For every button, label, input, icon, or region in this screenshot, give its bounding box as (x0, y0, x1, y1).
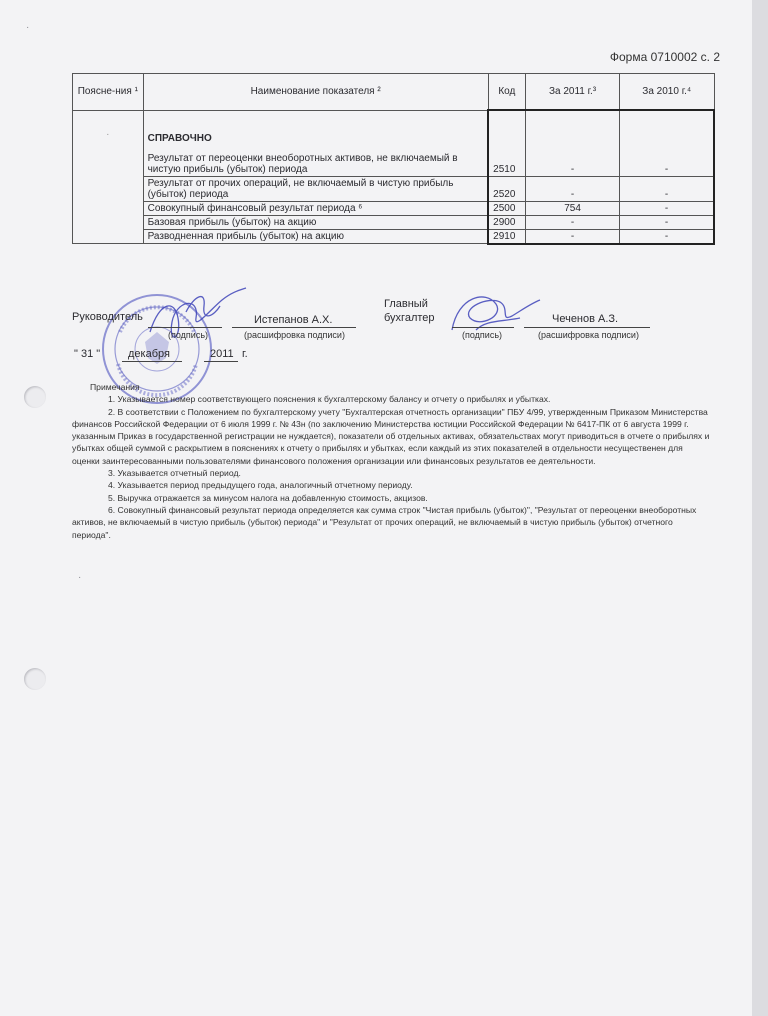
table-row (73, 110, 715, 176)
table-row (73, 176, 715, 201)
date-year: 2011 (210, 348, 234, 360)
row-name: Базовая прибыль (убыток) на акцию (143, 215, 488, 229)
date-month: декабря (128, 348, 170, 360)
row-value-2011: - (526, 110, 620, 176)
accountant-name-line (524, 327, 650, 328)
head-name-line (232, 327, 356, 328)
row-value-2011: 754 (526, 201, 620, 215)
head-name-caption: (расшифровка подписи) (244, 330, 345, 340)
row-code: 2520 (488, 176, 525, 201)
row-value-2010: - (620, 201, 714, 215)
row-name-text: Результат от переоценки внеоборотных активов, не включаемый в чистую прибыль (убыток) периода (147, 152, 458, 175)
date-suffix: г. (242, 348, 248, 360)
row-code: 2510 (488, 110, 525, 176)
form-label: Форма 0710002 с. 2 (609, 50, 720, 64)
row-name (143, 110, 488, 176)
table-row (73, 229, 715, 244)
date-year-line (204, 361, 238, 362)
date-month-line (122, 361, 182, 362)
table-row (73, 201, 715, 215)
scan-speck: · (78, 572, 82, 583)
header-year-2010: За 2010 г.⁴ (620, 74, 714, 111)
header-pos: Поясне-ния ¹ (73, 74, 144, 111)
head-signature-caption: (подпись) (168, 330, 209, 340)
note-item: 5. Выручка отражается за минусом налога на добавленную стоимость, акцизов. (108, 492, 428, 503)
section-title: СПРАВОЧНО (147, 132, 212, 144)
row-code: 2500 (488, 201, 525, 215)
row-code: 2910 (488, 229, 525, 244)
pos-cell: · (73, 110, 144, 244)
table-header-row (73, 74, 715, 111)
scan-speck: · (26, 22, 30, 33)
table-row (73, 215, 715, 229)
row-value-2010: - (620, 229, 714, 244)
note-item: 6. Совокупный финансовый результат периода определяется как сумма строк "Чистая прибыль (убыток)", "Результат от переоценки внеоборотных активов, не включаемый в чистую прибыль (убыток) периода" и "Результат от прочих операций, не включаемый в чистую прибыль (убыток) отчетного периода". (72, 504, 697, 540)
header-year-2011: За 2011 г.³ (526, 74, 620, 111)
header-code: Код (488, 74, 525, 111)
row-name: Разводненная прибыль (убыток) на акцию (143, 229, 488, 244)
date-day: " 31 " (74, 348, 101, 360)
accountant-label-1: Главный (384, 298, 428, 310)
punch-hole (24, 386, 46, 408)
page-edge (752, 0, 768, 1016)
notes-title: Примечания (90, 382, 140, 392)
note-item: 1. Указывается номер соответствующего пояснения к бухгалтерскому балансу и отчету о прибылях и убытках. (108, 394, 551, 405)
footnotes (72, 381, 712, 541)
row-name: Результат от прочих операций, не включаемый в чистую прибыль (убыток) периода (143, 176, 488, 201)
row-value-2010: - (620, 215, 714, 229)
accountant-label-2: бухгалтер (384, 312, 435, 324)
row-code: 2900 (488, 215, 525, 229)
accountant-name: Чеченов А.З. (552, 313, 619, 325)
accountant-signature-caption: (подпись) (462, 330, 503, 340)
head-label: Руководитель (72, 311, 143, 323)
punch-hole (24, 668, 46, 690)
row-value-2011: - (526, 229, 620, 244)
row-value-2011: - (526, 176, 620, 201)
row-name: Совокупный финансовый результат периода ⁶ (143, 201, 488, 215)
reference-table (72, 73, 715, 245)
head-name: Истепанов А.Х. (254, 314, 333, 326)
header-name: Наименование показателя ² (143, 74, 488, 111)
head-signature-line (148, 327, 222, 328)
row-value-2010: - (620, 110, 714, 176)
accountant-signature-line (452, 327, 514, 328)
note-item: 3. Указывается отчетный период. (108, 468, 241, 479)
row-value-2011: - (526, 215, 620, 229)
accountant-name-caption: (расшифровка подписи) (538, 330, 639, 340)
row-value-2010: - (620, 176, 714, 201)
note-item: 2. В соответствии с Положением по бухгалтерскому учету "Бухгалтерская отчетность организации" ПБУ 4/99, утвержденным Приказом Министерства финансов Российской Федерации от 6 июля 1999 г. № 43н (по заключению Министерства юстиции Российской Федерации № 6417-ПК от 6 августа 1999 г. указанным Приказ в государственной регистрации не нуждается), показатели об отдельных активах, обязательствах могут приводиться в отчете о прибылях и убытках общей суммой с раскрытием в пояснениях к отчету о прибылях и убытках, если каждый из этих показателей в отдельности несущественен для оценки заинтересованными пользователями финансового положения организации или финансовых результатов ее деятельности. (72, 406, 710, 466)
note-item: 4. Указывается период предыдущего года, аналогичный отчетному периоду. (108, 480, 413, 491)
